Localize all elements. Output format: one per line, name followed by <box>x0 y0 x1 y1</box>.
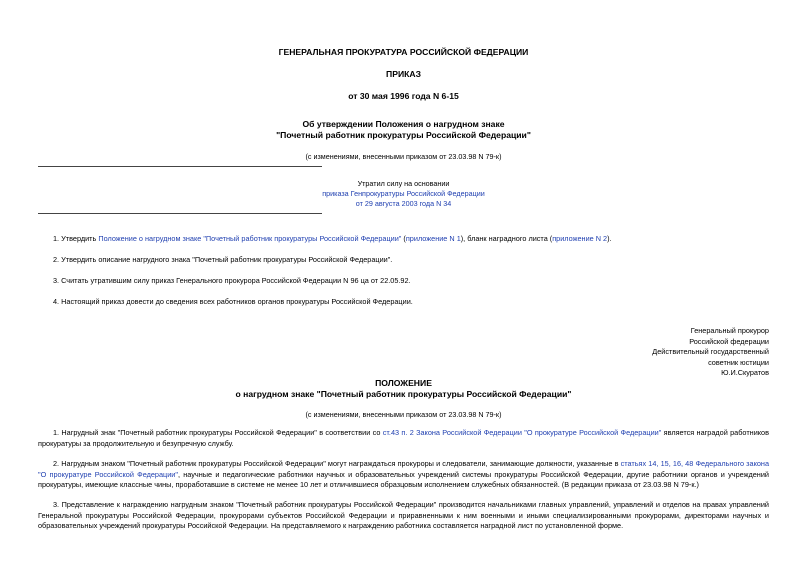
regulation-paragraph-3: 3. Представление к награждению нагрудным знаком "Почетный работник прокуратуры Российской Федерации" производится начальниками главных управлений, управлений и отделов на правах управлений Генеральной прокуратуры Российской Федерации, прокурорами субъектов Российской Федерации и приравненными к ним военными и иными специализированными прокурорами, директорами научных и образовательных учреждений прокуратуры Российской Федерации. На представляемого к награждению работника составляется наградной лист по установленной форме. <box>38 500 769 530</box>
signature-name: Ю.И.Скуратов <box>721 368 769 378</box>
repeal-note: Утратил силу на основании <box>357 179 450 188</box>
regulation-amendment-note: (с изменениями, внесенными приказом от 23.03.98 N 79-к) <box>305 410 502 419</box>
signature-block <box>652 326 769 379</box>
signature-line-1: Генеральный прокурор <box>690 326 769 335</box>
org-title: ГЕНЕРАЛЬНАЯ ПРОКУРАТУРА РОССИЙСКОЙ ФЕДЕРАЦИИ <box>278 47 529 57</box>
regulation-link[interactable]: Положение о нагрудном знаке "Почетный работник прокуратуры Российской Федерации" <box>98 234 402 243</box>
federal-law-articles-link[interactable]: статьях 14, 15, 16, 48 Федерального закона "О прокуратуре Российской Федерации" <box>38 459 769 479</box>
appendix-1-link[interactable]: приложение N 1 <box>405 234 461 243</box>
regulation-paragraph-2: 2. Нагрудным знаком "Почетный работник прокуратуры Российской Федерации" могут награждаться прокуроры и следователи, занимающие должности, указанные в статьях 14, 15, 16, 48 Федерального закона "О прокуратуре Российской Федерации", научные и педагогические работники научных и образовательных учреждений системы прокуратуры Российской Федерации, другие работники органов и учреждений прокуратуры, имеющие классные чины, проработавшие в системе не менее 10 лет и отличившиеся образцовым исполнением служебных обязанностей. (В редакции приказа от 23.03.98 N 79-к.) <box>38 459 769 489</box>
order-item-3: 3. Считать утратившим силу приказ Генерального прокурора Российской Федерации N 96 ца от 22.05.92. <box>53 276 411 285</box>
order-item-2: 2. Утвердить описание нагрудного знака "Почетный работник прокуратуры Российской Федерации". <box>53 255 393 264</box>
signature-line-4: советник юстиции <box>708 357 769 367</box>
divider-top <box>38 166 322 167</box>
law-article-43-link[interactable]: ст.43 п. 2 Закона Российской Федерации "О прокуратуре Российской Федерации" <box>382 428 662 437</box>
repeal-order-link[interactable]: приказа Генпрокуратуры Российской Федерации <box>322 189 485 198</box>
regulation-subtitle: о нагрудном знаке "Почетный работник прокуратуры Российской Федерации" <box>235 389 572 399</box>
regulation-paragraph-1: 1. Нагрудный знак "Почетный работник прокуратуры Российской Федерации" в соответствии со ст.43 п. 2 Закона Российской Федерации "О прокуратуре Российской Федерации" является наградой работников прокуратуры за продолжительную и безупречную службу. <box>38 428 769 448</box>
repeal-order-date-link[interactable]: от 29 августа 2003 года N 34 <box>355 199 452 208</box>
signature-line-3: Действительный государственный <box>652 347 769 357</box>
appendix-2-link[interactable]: приложение N 2 <box>552 234 608 243</box>
doc-type: ПРИКАЗ <box>386 69 421 79</box>
doc-subject-line2: "Почетный работник прокуратуры Российской Федерации" <box>276 130 531 140</box>
amendment-note: (с изменениями, внесенными приказом от 23.03.98 N 79-к) <box>305 152 502 161</box>
order-item-4: 4. Настоящий приказ довести до сведения всех работников органов прокуратуры Российской Федерации. <box>53 297 413 306</box>
order-item-1: 1. Утвердить Положение о нагрудном знаке "Почетный работник прокуратуры Российской Федерации" (приложение N 1), бланк наградного листа (приложение N 2). <box>53 234 612 243</box>
doc-date-number: от 30 мая 1996 года N 6-15 <box>348 91 459 101</box>
repeal-link-line1[interactable] <box>0 189 807 198</box>
signature-line-2: Российской федерации <box>689 336 769 346</box>
regulation-title: ПОЛОЖЕНИЕ <box>375 378 432 388</box>
doc-subject-line1: Об утверждении Положения о нагрудном знаке <box>302 119 505 129</box>
repeal-link-line2[interactable] <box>0 199 807 208</box>
divider-bottom <box>38 213 322 214</box>
